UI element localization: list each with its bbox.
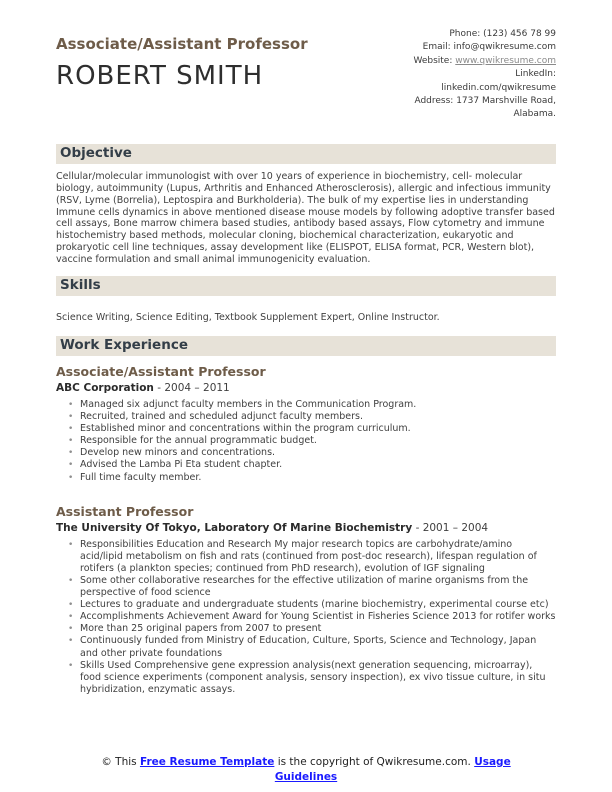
job2-company: The University Of Tokyo, Laboratory Of Marine Biochemistry xyxy=(56,521,413,534)
job1-bullet-7: • Full time faculty member. xyxy=(80,472,556,484)
job2-bullet-6: • Continuously funded from Ministry of Education, Culture, Sports, Science and Technology, Japan and other private foundations xyxy=(80,635,556,659)
job1-bullet-5: • Develop new minors and concentrations. xyxy=(80,447,556,459)
job2-bullets xyxy=(56,539,556,696)
job2-meta xyxy=(56,522,556,535)
job1-title: Associate/Assistant Professor xyxy=(56,364,266,379)
job2-bullet-4: • Accomplishments Achievement Award for Young Scientist in Fisheries Science 2013 for rotifer works xyxy=(80,611,556,623)
contact-email: Email: info@qwikresume.com xyxy=(422,42,556,53)
job-entry-2 xyxy=(56,504,556,696)
job1-bullet-1: • Managed six adjunct faculty members in the Communication Program. xyxy=(80,399,556,411)
job2-title: Assistant Professor xyxy=(56,503,194,519)
job1-bullets xyxy=(56,399,556,484)
header-job-title: Associate/Assistant Professor xyxy=(56,35,308,53)
footer-middle: is the copyright of Qwikresume.com. xyxy=(274,756,475,768)
job2-bullet-3: • Lectures to graduate and undergraduate students (marine biochemistry, experimental course etc) xyxy=(80,599,556,611)
job2-dates: - 2001 – 2004 xyxy=(415,521,489,534)
job2-bullet-1: • Responsibilities Education and Research My major research topics are carbohydrate/amino acid/lipid metabolism on fish and rats (continued from post-doc research), lifespan regulation of rotifers (a plankton species; continued from PhD research), evolution of IGF signaling xyxy=(80,539,556,575)
skills-section xyxy=(56,276,556,324)
contact-phone: Phone: (123) 456 78 99 xyxy=(449,29,556,39)
contact-linkedin-url: linkedin.com/qwikresume xyxy=(441,82,556,93)
job1-meta xyxy=(56,382,556,395)
work-experience-section xyxy=(56,336,556,696)
resume-header xyxy=(56,28,556,122)
job1-bullet-3: • Established minor and concentrations within the program curriculum. xyxy=(80,423,556,435)
website-label: Website: xyxy=(413,55,453,66)
skills-heading: Skills xyxy=(56,276,556,296)
objective-section xyxy=(56,144,556,266)
skills-text: Science Writing, Science Editing, Textbook Supplement Expert, Online Instructor. xyxy=(56,312,440,324)
page-footer xyxy=(0,755,612,785)
objective-heading: Objective xyxy=(56,144,556,164)
job1-bullet-6: • Advised the Lamba Pi Eta student chapter. xyxy=(80,459,556,471)
contact-address-line1: Address: 1737 Marshville Road, xyxy=(414,96,556,107)
job1-bullet-2: • Recruited, trained and scheduled adjunct faculty members. xyxy=(80,411,556,423)
job1-bullet-4: • Responsible for the annual programmatic budget. xyxy=(80,435,556,447)
website-link[interactable]: www.qwikresume.com xyxy=(455,55,556,66)
job2-bullet-2: • Some other collaborative researches for the effective utilization of marine organisms from the perspective of food science xyxy=(80,575,556,599)
free-resume-template-link[interactable]: Free Resume Template xyxy=(139,756,275,768)
job1-dates: - 2004 – 2011 xyxy=(157,382,230,394)
job-entry-1 xyxy=(56,364,556,484)
contact-linkedin-label: LinkedIn: xyxy=(515,69,556,80)
footer-prefix: © This xyxy=(101,756,140,768)
header-titles xyxy=(56,28,308,91)
job2-bullet-5: • More than 25 original papers from 2007 to present xyxy=(80,623,556,635)
job2-bullet-7: • Skills Used Comprehensive gene expression analysis(next generation sequencing, microarray), food science experiments (component analysis, sensory inspection), ex vivo tissue culture, in situ hybridization, enzymatic assays. xyxy=(80,660,556,696)
contact-website xyxy=(413,55,556,68)
contact-address-line2: Alabama. xyxy=(513,109,556,120)
job1-company: ABC Corporation xyxy=(56,382,154,394)
contact-block xyxy=(413,28,556,122)
work-experience-heading: Work Experience xyxy=(56,336,556,356)
candidate-name: ROBERT SMITH xyxy=(56,61,264,91)
usage-guidelines-link[interactable]: Usage Guidelines xyxy=(274,756,511,783)
objective-text: Cellular/molecular immunologist with over 10 years of experience in biochemistry, cell- molecular biology, autoimmunity (Lupus, Arthritis and Enhanced Atherosclerosis), allergic and infectious immunity (RSV, Lyme (Borrelia), Leptospira and Burkholderia). The bulk of my expertise lies in understanding Immune cells dynamics in above mentioned disease mouse models by following adoptive transfer based cell assays, Bone marrow chimera based studies, antibody based assays, Flow cytometry and immune histochemistry based methods, molecular cloning, biochemical characterization, eukaryotic and prokaryotic cell line techniques, assay development like (ELISPOT, ELISA format, PCR, Western blot), vaccine formulation and small animal immunogenicity evaluation. xyxy=(56,170,555,266)
footer-text xyxy=(86,755,526,785)
